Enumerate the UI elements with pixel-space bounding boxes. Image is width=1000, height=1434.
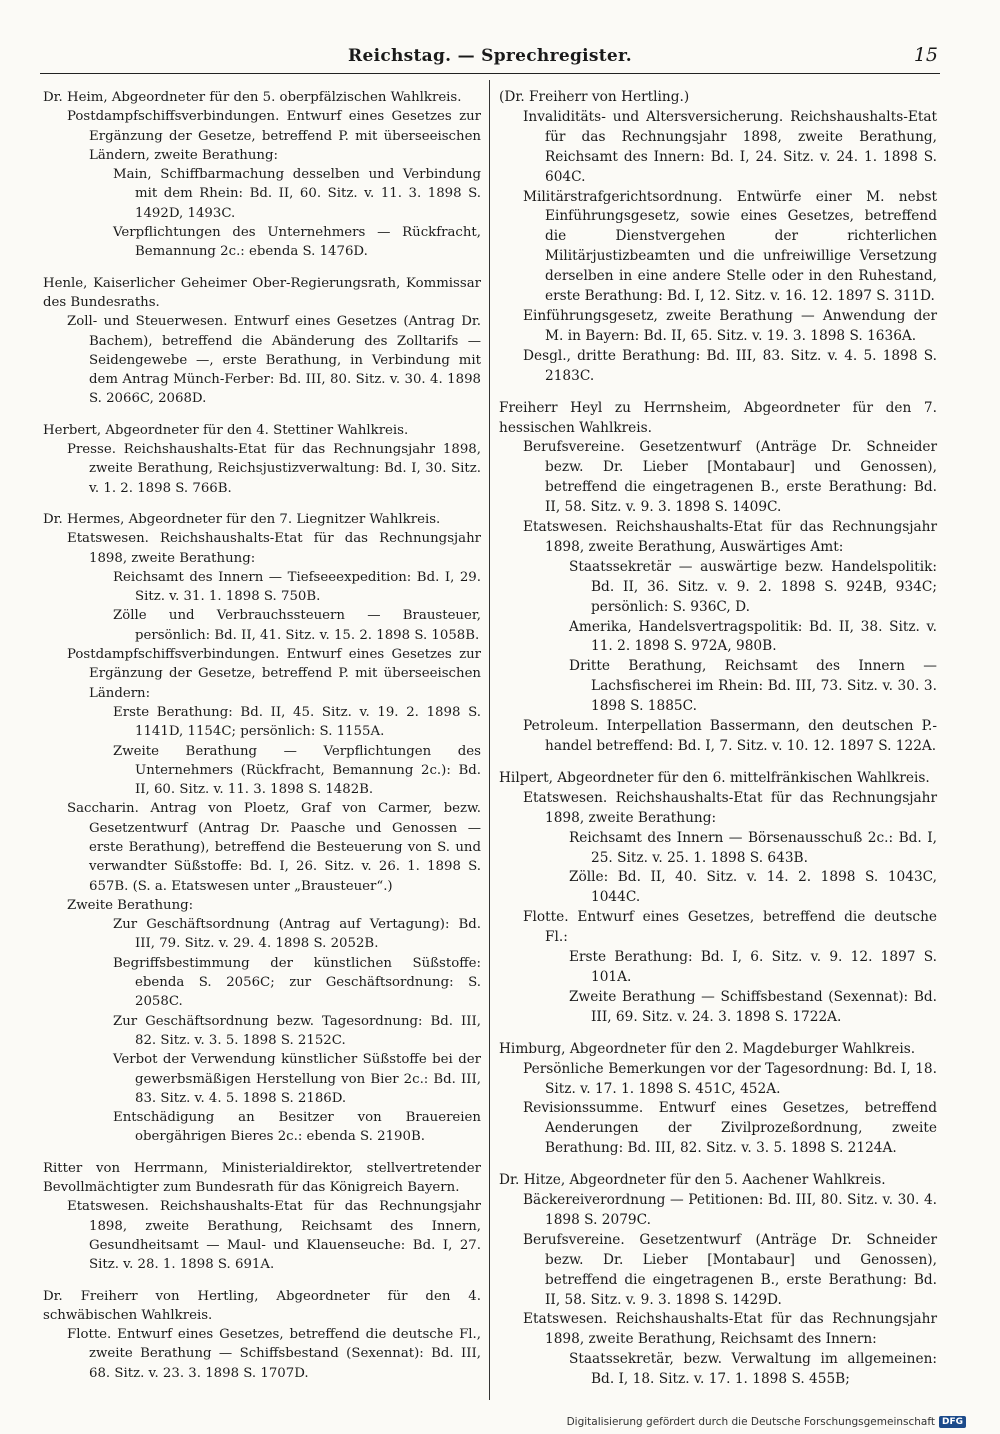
register-entry	[499, 399, 937, 757]
footer-text: Digitalisierung gefördert durch die Deutsche Forschungsgemeinschaft	[566, 1416, 935, 1428]
register-entry	[499, 88, 937, 387]
sub-entry: Etatswesen. Reichshaushalts-Etat für das Rechnungsjahr 1898, zweite Berathung:	[67, 531, 481, 566]
register-entry	[43, 510, 481, 1147]
entry-head: Hilpert, Abgeordneter für den 6. mittelfränkischen Wahlkreis.	[499, 769, 930, 786]
register-entry	[43, 1287, 481, 1383]
sub-sub-entry: Main, Schiffbarmachung desselben und Verbindung mit dem Rhein: Bd. II, 60. Sitz. v. 11. 3. 1898 S. 1492D, 1493C.	[113, 167, 481, 221]
sub-entry: Postdampfschiffsverbindungen. Entwurf eines Gesetzes zur Ergänzung der Gesetze, betreffend P. mit überseeischen Ländern:	[67, 647, 481, 701]
sub-sub-entry: Verpflichtungen des Unternehmers — Rückfracht, Bemannung 2c.: ebenda S. 1476D.	[113, 225, 481, 260]
left-column	[43, 88, 481, 1395]
entry-head: Henle, Kaiserlicher Geheimer Ober-Regierungsrath, Kommissar des Bundesraths.	[43, 275, 481, 310]
sub-entry: Desgl., dritte Berathung: Bd. III, 83. Sitz. v. 4. 5. 1898 S. 2183C.	[523, 347, 937, 384]
dfg-logo: DFG	[939, 1416, 966, 1428]
sub-entry: Presse. Reichshaushalts-Etat für das Rechnungsjahr 1898, zweite Berathung, Reichsjustizverwaltung: Bd. I, 30. Sitz. v. 1. 2. 1898 S. 766B.	[67, 442, 481, 496]
entry-head: Ritter von Herrmann, Ministerialdirektor, stellvertretender Bevollmächtigter zum Bundesrath für das Königreich Bayern.	[43, 1160, 481, 1196]
sub-entry: Flotte. Entwurf eines Gesetzes, betreffend die deutsche Fl., zweite Berathung — Schiffsbestand (Sexennat): Bd. III, 68. Sitz. v. 23. 3. 1898 S. 1707D.	[67, 1327, 481, 1381]
register-entry	[499, 1171, 937, 1390]
register-entry	[43, 274, 481, 409]
sub-sub-entry: Begriffsbestimmung der künstlichen Süßstoffe: ebenda S. 2056C; zur Geschäftsordnung: S. 2058C.	[113, 955, 481, 1010]
register-entry	[499, 769, 937, 1028]
sub-entry: Invaliditäts- und Altersversicherung. Reichshaushalts-Etat für das Rechnungsjahr 1898, zweite Berathung, Reichsamt des Innern: Bd. I, 24. Sitz. v. 24. 1. 1898 S. 604C.	[523, 108, 937, 185]
sub-entry: Saccharin. Antrag von Ploetz, Graf von Carmer, bezw. Gesetzentwurf (Antrag Dr. Paasche und Genossen — erste Berathung), betreffend die Besteuerung von S. und verwandter Süßstoffe: Bd. I, 26. Sitz. v. 26. 1. 1898 S. 657B. (S. a. Etatswesen unter „Brausteuer“.)	[67, 801, 481, 894]
sub-entry: Zweite Berathung:	[67, 897, 194, 913]
footer-credit	[567, 1416, 966, 1428]
sub-sub-entry: Zur Geschäftsordnung (Antrag auf Vertagung): Bd. III, 79. Sitz. v. 29. 4. 1898 S. 2052B.	[113, 917, 481, 952]
entry-head: Herbert, Abgeordneter für den 4. Stettiner Wahlkreis.	[43, 422, 409, 438]
sub-sub-entry: Dritte Berathung, Reichsamt des Innern — Lachsfischerei im Rhein: Bd. III, 73. Sitz. v. 30. 3. 1898 S. 1885C.	[569, 658, 937, 715]
sub-sub-entry: Zur Geschäftsordnung bezw. Tagesordnung: Bd. III, 82. Sitz. v. 3. 5. 1898 S. 2152C.	[113, 1013, 481, 1048]
sub-entry: Militärstrafgerichtsordnung. Entwürfe einer M. nebst Einführungsgesetz, sowie eines Gesetzes, betreffend die Dienstvergehen der richterlichen Militärjustizbeamten und die unfreiwillige Versetzung derselben in eine andere Stelle oder in den Ruhestand, erste Berathung: Bd. I, 12. Sitz. v. 16. 12. 1897 S. 311D.	[523, 188, 937, 305]
sub-entry: Etatswesen. Reichshaushalts-Etat für das Rechnungsjahr 1898, zweite Berathung:	[523, 789, 937, 826]
page-header	[40, 40, 940, 74]
register-entry	[499, 1040, 937, 1159]
sub-entry: Berufsvereine. Gesetzentwurf (Anträge Dr. Schneider bezw. Dr. Lieber [Montabaur] und Genossen), betreffend die eingetragenen B., erste Berathung: Bd. II, 58. Sitz. v. 9. 3. 1898 S. 1409C.	[523, 439, 937, 516]
sub-entry: Bäckereiverordnung — Petitionen: Bd. III, 80. Sitz. v. 30. 4. 1898 S. 2079C.	[523, 1192, 937, 1228]
sub-sub-entry: Zölle und Verbrauchssteuern — Brausteuer, persönlich: Bd. II, 41. Sitz. v. 15. 2. 1898 S. 1058B.	[113, 608, 481, 643]
sub-sub-entry: Erste Berathung: Bd. II, 45. Sitz. v. 19. 2. 1898 S. 1141D, 1154C; persönlich: S. 1155A.	[113, 704, 481, 740]
sub-entry: Einführungsgesetz, zweite Berathung — Anwendung der M. in Bayern: Bd. II, 65. Sitz. v. 19. 3. 1898 S. 1636A.	[523, 307, 937, 344]
sub-entry: Petroleum. Interpellation Bassermann, den deutschen P.-handel betreffend: Bd. I, 7. Sitz. v. 10. 12. 1897 S. 122A.	[523, 718, 937, 754]
sub-entry: Flotte. Entwurf eines Gesetzes, betreffend die deutsche Fl.:	[523, 909, 937, 946]
entry-head: Dr. Hermes, Abgeordneter für den 7. Liegnitzer Wahlkreis.	[43, 511, 441, 527]
sub-entry: Etatswesen. Reichshaushalts-Etat für das Rechnungsjahr 1898, zweite Berathung, Reichsamt des Innern:	[523, 1311, 937, 1348]
sub-sub-entry: Zölle: Bd. II, 40. Sitz. v. 14. 2. 1898 S. 1043C, 1044C.	[569, 869, 937, 906]
page-number: 15	[913, 44, 938, 66]
register-entry	[43, 421, 481, 498]
register-entry	[43, 1159, 481, 1275]
entry-head: Dr. Hitze, Abgeordneter für den 5. Aachener Wahlkreis.	[499, 1172, 886, 1189]
sub-sub-entry: Zweite Berathung — Verpflichtungen des Unternehmers (Rückfracht, Bemannung 2c.): Bd. II, 60. Sitz. v. 11. 3. 1898 S. 1482B.	[113, 743, 481, 798]
entry-head: Freiherr Heyl zu Herrnsheim, Abgeordneter für den 7. hessischen Wahlkreis.	[499, 399, 937, 436]
sub-sub-entry: Entschädigung an Besitzer von Brauereien obergährigen Bieres 2c.: ebenda S. 2190B.	[113, 1110, 481, 1145]
right-column	[499, 88, 937, 1402]
entry-head: Himburg, Abgeordneter für den 2. Magdeburger Wahlkreis.	[499, 1040, 916, 1057]
entry-head: Dr. Freiherr von Hertling, Abgeordneter für den 4. schwäbischen Wahlkreis.	[43, 1288, 481, 1323]
sub-entry: Zoll- und Steuerwesen. Entwurf eines Gesetzes (Antrag Dr. Bachem), betreffend die Abänderung des Zolltarifs — Seidengewebe —, erste Berathung, in Verbindung mit dem Antrag Münch-Ferber: Bd. III, 80. Sitz. v. 30. 4. 1898 S. 2066C, 2068D.	[67, 314, 481, 407]
column-divider	[489, 80, 490, 1400]
sub-sub-entry: Erste Berathung: Bd. I, 6. Sitz. v. 9. 12. 1897 S. 101A.	[569, 949, 937, 985]
header-rule	[40, 73, 940, 74]
sub-sub-entry: Verbot der Verwendung künstlicher Süßstoffe bei der gewerbsmäßigen Herstellung von Bier 2c.: Bd. III, 83. Sitz. v. 4. 5. 1898 S. 2186D.	[113, 1052, 481, 1106]
sub-sub-entry: Staatssekretär, bezw. Verwaltung im allgemeinen: Bd. I, 18. Sitz. v. 17. 1. 1898 S. 455B;	[569, 1351, 937, 1388]
register-entry	[43, 88, 481, 262]
sub-entry: Postdampfschiffsverbindungen. Entwurf eines Gesetzes zur Ergänzung der Gesetze, betreffend P. mit überseeischen Ländern, zweite Berathung:	[67, 109, 481, 163]
sub-sub-entry: Amerika, Handelsvertragspolitik: Bd. II, 38. Sitz. v. 11. 2. 1898 S. 972A, 980B.	[569, 618, 937, 655]
running-title: Reichstag. — Sprechregister.	[348, 46, 632, 66]
sub-entry: Etatswesen. Reichshaushalts-Etat für das Rechnungsjahr 1898, zweite Berathung, Reichsamt des Innern, Gesundheitsamt — Maul- und Klauenseuche: Bd. I, 27. Sitz. v. 28. 1. 1898 S. 691A.	[67, 1199, 481, 1273]
sub-entry: Persönliche Bemerkungen vor der Tagesordnung: Bd. I, 18. Sitz. v. 17. 1. 1898 S. 451C, 452A.	[523, 1060, 937, 1097]
sub-sub-entry: Reichsamt des Innern — Börsenausschuß 2c.: Bd. I, 25. Sitz. v. 25. 1. 1898 S. 643B.	[569, 829, 937, 866]
entry-head: Dr. Heim, Abgeordneter für den 5. oberpfälzischen Wahlkreis.	[43, 90, 462, 105]
sub-sub-entry: Staatssekretär — auswärtige bezw. Handelspolitik: Bd. II, 36. Sitz. v. 9. 2. 1898 S. 924B, 934C; persönlich: S. 936C, D.	[569, 558, 937, 615]
sub-sub-entry: Reichsamt des Innern — Tiefseeexpedition: Bd. I, 29. Sitz. v. 31. 1. 1898 S. 750B.	[113, 569, 481, 605]
sub-entry: Berufsvereine. Gesetzentwurf (Anträge Dr. Schneider bezw. Dr. Lieber [Montabaur] und Genossen), betreffend die eingetragenen B., erste Berathung: Bd. II, 58. Sitz. v. 9. 3. 1898 S. 1429D.	[523, 1231, 937, 1308]
entry-head: (Dr. Freiherr von Hertling.)	[499, 89, 690, 105]
sub-entry: Etatswesen. Reichshaushalts-Etat für das Rechnungsjahr 1898, zweite Berathung, Auswärtiges Amt:	[523, 519, 937, 555]
sub-sub-entry: Zweite Berathung — Schiffsbestand (Sexennat): Bd. III, 69. Sitz. v. 24. 3. 1898 S. 1722A.	[569, 988, 937, 1025]
sub-entry: Revisionssumme. Entwurf eines Gesetzes, betreffend Aenderungen der Zivilprozeßordnung, zweite Berathung: Bd. III, 82. Sitz. v. 3. 5. 1898 S. 2124A.	[523, 1100, 937, 1157]
